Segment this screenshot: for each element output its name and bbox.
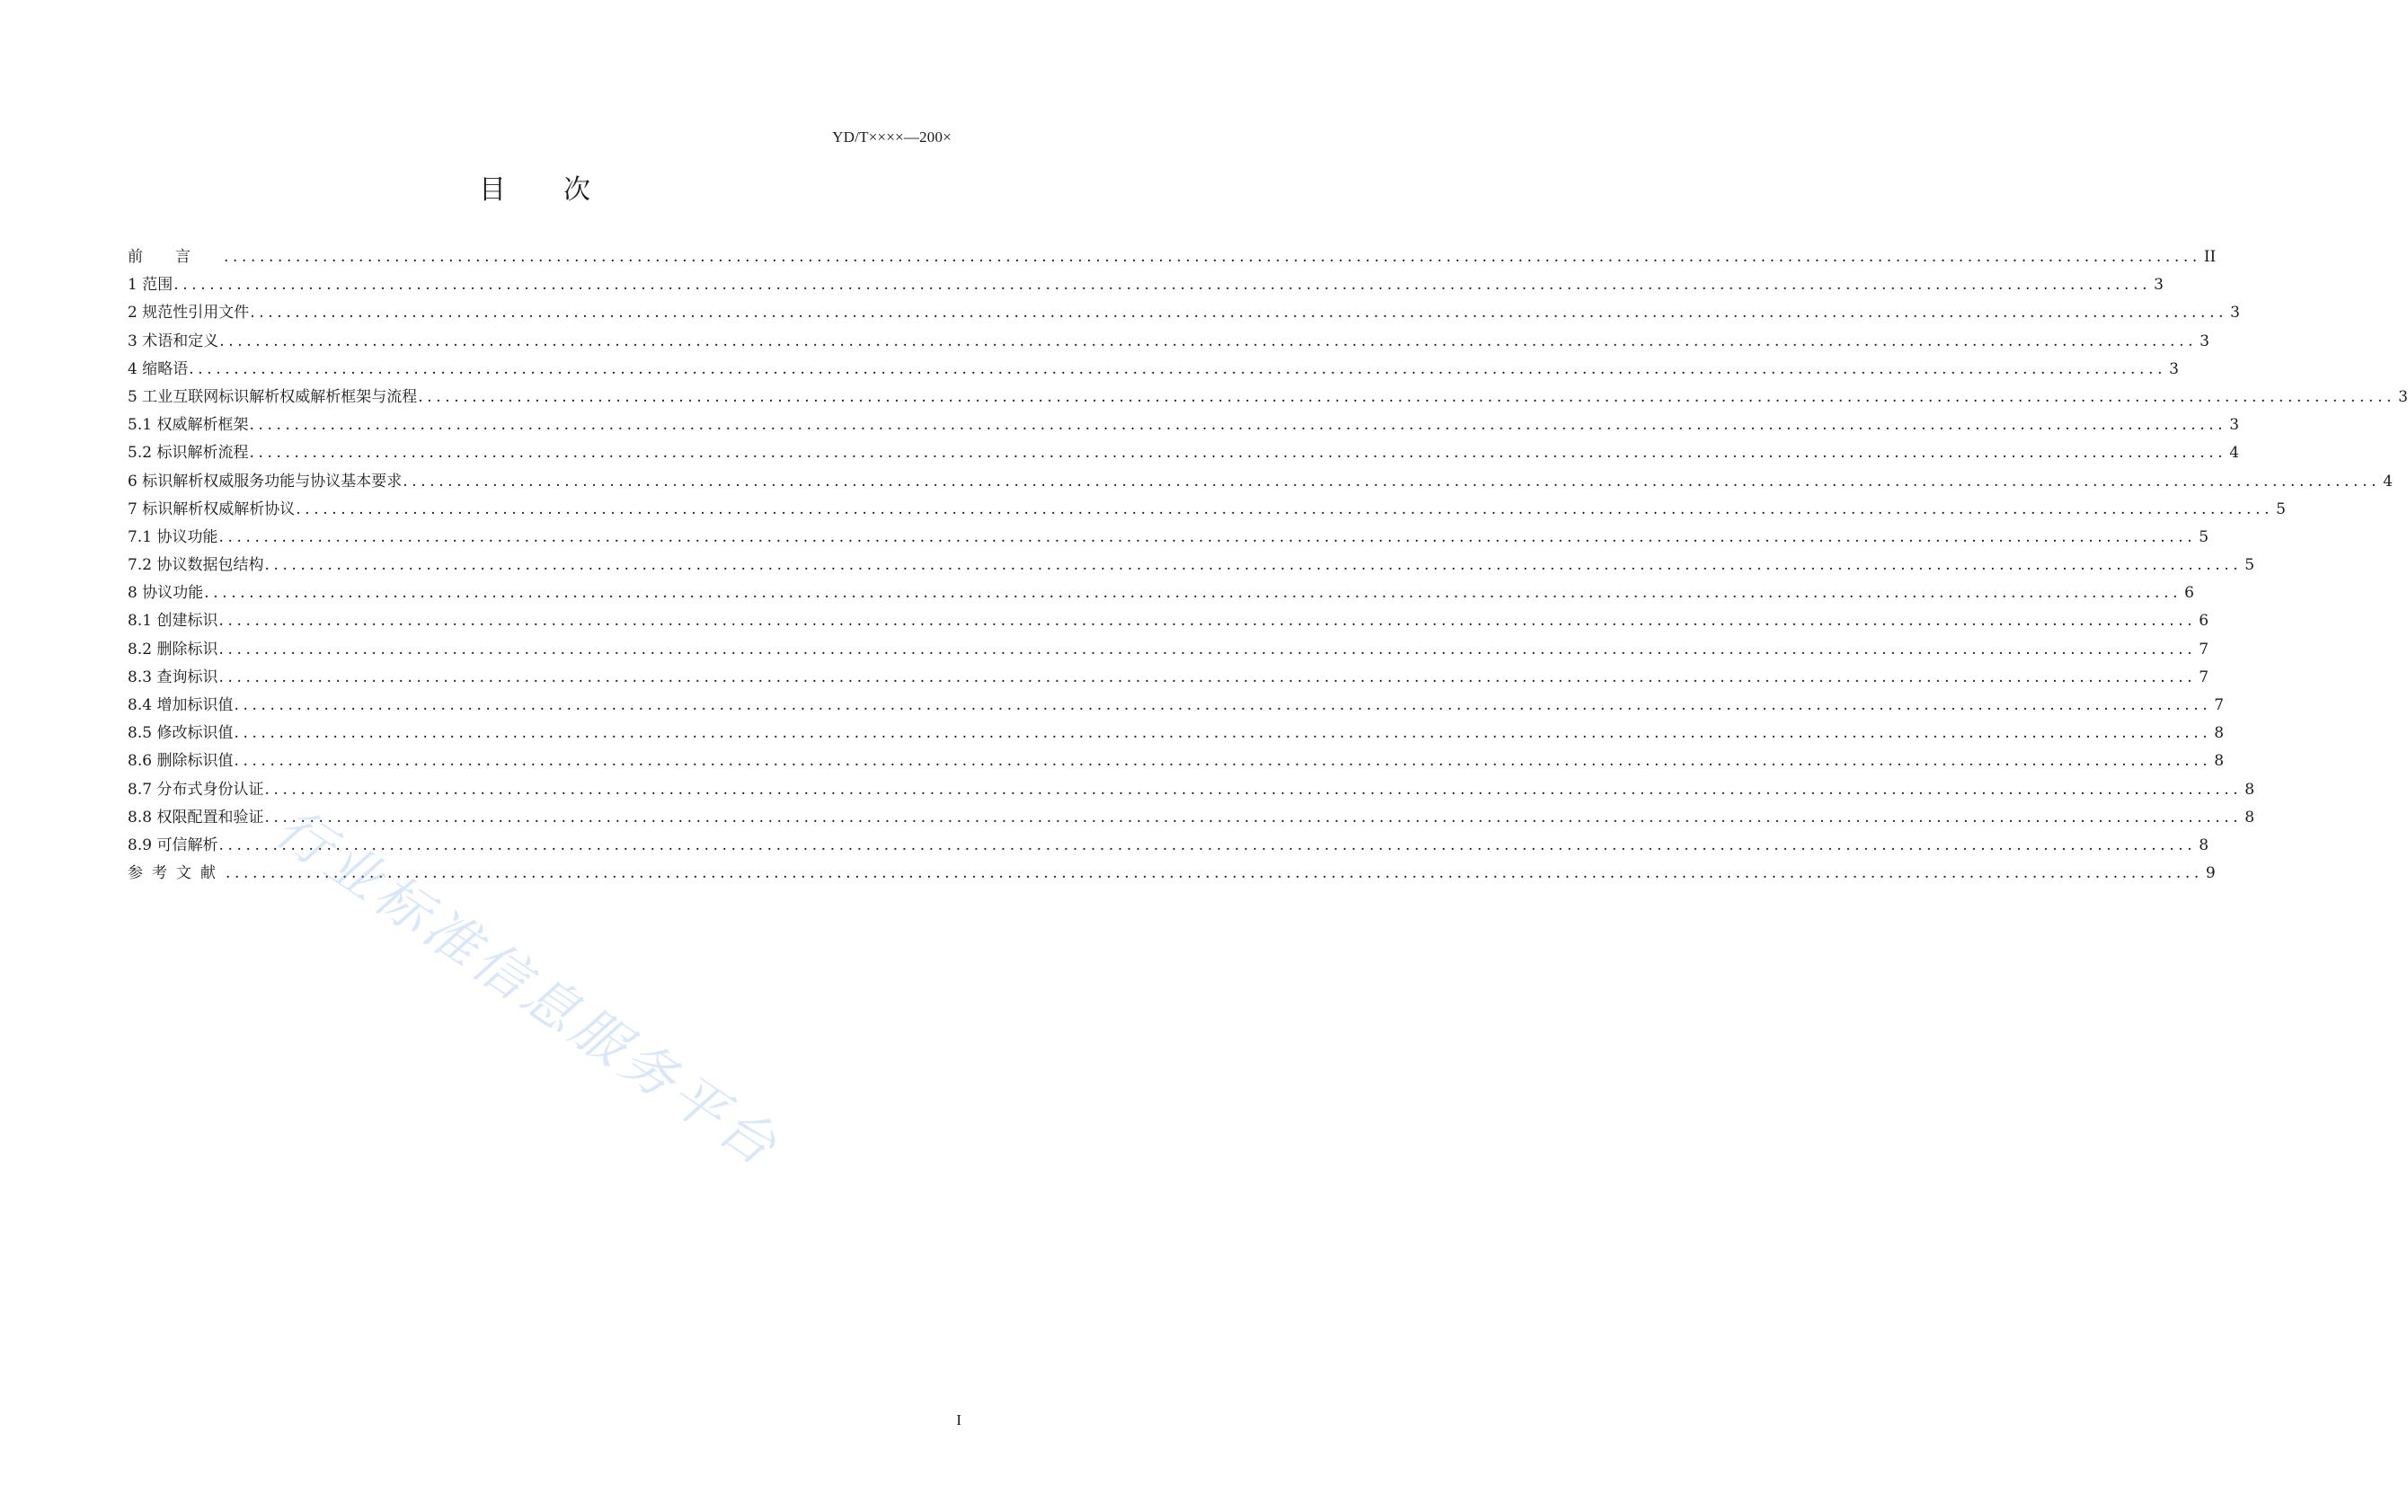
toc-dot-leader: ............................................................................................................................................................................................................................ [204, 584, 2182, 603]
toc-entry-page: 3 [2230, 304, 2240, 323]
toc-entry-page: 3 [2229, 416, 2240, 435]
toc-dot-leader: ............................................................................................................................................................................................................................ [403, 472, 2381, 491]
toc-entry[interactable] [128, 243, 2217, 271]
toc-dot-leader: ............................................................................................................................................................................................................................ [264, 808, 2243, 827]
toc-entry-label: 3 术语和定义 [128, 332, 219, 350]
toc-entry[interactable] [128, 664, 2209, 692]
toc-entry-label: 前言 [128, 248, 223, 266]
toc-entry-label: 5.1 权威解析框架 [128, 416, 249, 435]
toc-dot-leader: ............................................................................................................................................................................................................................ [189, 359, 2167, 378]
toc-entry-page: 8 [2214, 724, 2225, 743]
toc-entry-label: 8.8 权限配置和验证 [128, 808, 264, 827]
toc-entry-label: 8.1 创建标识 [128, 612, 218, 631]
toc-dot-leader: ............................................................................................................................................................................................................................ [173, 276, 2152, 295]
toc-entry-page: 8 [2199, 836, 2209, 854]
toc-entry-label: 6 标识解析权威服务功能与协议基本要求 [128, 472, 403, 491]
toc-entry[interactable] [128, 720, 2225, 747]
table-of-contents [128, 243, 2408, 888]
toc-entry-page: 9 [2205, 864, 2216, 883]
toc-entry-page: 8 [2244, 780, 2255, 799]
toc-entry-page: 8 [2244, 808, 2255, 827]
toc-entry[interactable] [128, 804, 2255, 832]
page-title: 目次 [479, 174, 648, 206]
toc-entry-label: 参考文献 [128, 864, 225, 883]
toc-entry-page: 3 [2200, 332, 2209, 350]
toc-dot-leader: ............................................................................................................................................................................................................................ [249, 444, 2227, 463]
toc-dot-leader: ............................................................................................................................................................................................................................ [219, 332, 2198, 350]
toc-entry-label: 8.6 删除标识值 [128, 752, 234, 771]
toc-entry-page: 4 [2383, 472, 2393, 491]
toc-dot-leader: ............................................................................................................................................................................................................................ [264, 780, 2243, 799]
toc-entry-label: 4 缩略语 [128, 359, 189, 378]
toc-entry[interactable] [128, 636, 2209, 664]
toc-entry-label: 8.3 查询标识 [128, 668, 218, 686]
toc-entry-label: 7 标识解析权威解析协议 [128, 500, 296, 518]
toc-dot-leader: ............................................................................................................................................................................................................................ [226, 864, 2203, 883]
toc-entry[interactable] [128, 860, 2216, 888]
toc-entry[interactable] [128, 607, 2209, 635]
toc-entry[interactable] [128, 747, 2225, 775]
toc-entry[interactable] [128, 468, 2393, 496]
toc-entry[interactable] [128, 552, 2255, 579]
toc-dot-leader: ............................................................................................................................................................................................................................ [250, 304, 2228, 323]
toc-entry-label: 5 工业互联网标识解析权威解析框架与流程 [128, 387, 418, 406]
toc-dot-leader: ............................................................................................................................................................................................................................ [249, 416, 2227, 435]
toc-entry-page: 8 [2214, 752, 2225, 771]
page-number: I [956, 1411, 961, 1428]
toc-dot-leader: ............................................................................................................................................................................................................................ [234, 752, 2212, 771]
toc-dot-leader: ............................................................................................................................................................................................................................ [296, 500, 2274, 518]
toc-entry-page: 3 [2398, 387, 2408, 406]
toc-entry[interactable] [128, 299, 2240, 327]
toc-dot-leader: ............................................................................................................................................................................................................................ [218, 527, 2197, 546]
toc-entry[interactable] [128, 832, 2209, 860]
toc-entry-label: 8.5 修改标识值 [128, 724, 234, 743]
toc-entry[interactable] [128, 384, 2408, 411]
toc-entry-page: 5 [2199, 527, 2209, 546]
toc-entry-label: 7.2 协议数据包结构 [128, 556, 264, 575]
toc-entry-page: 5 [2276, 500, 2286, 518]
toc-entry-label: 8.7 分布式身份认证 [128, 780, 264, 799]
toc-dot-leader: ............................................................................................................................................................................................................................ [218, 612, 2197, 631]
toc-entry[interactable] [128, 271, 2164, 299]
toc-entry[interactable] [128, 496, 2286, 524]
toc-entry[interactable] [128, 692, 2225, 720]
toc-entry[interactable] [128, 524, 2209, 552]
toc-entry-page: 7 [2199, 640, 2209, 659]
standard-code: YD/T××××—200× [832, 128, 952, 146]
toc-entry-label: 8 协议功能 [128, 584, 204, 603]
toc-entry-label: 8.4 增加标识值 [128, 696, 234, 714]
toc-entry[interactable] [128, 439, 2240, 467]
toc-dot-leader: ............................................................................................................................................................................................................................ [218, 640, 2197, 659]
toc-entry[interactable] [128, 411, 2240, 439]
toc-entry[interactable] [128, 356, 2179, 384]
toc-entry-page: 6 [2184, 584, 2194, 603]
toc-dot-leader: ............................................................................................................................................................................................................................ [224, 248, 2201, 266]
watermark: 行业标准信息服务平台 [264, 796, 792, 1180]
toc-entry-label: 8.9 可信解析 [128, 836, 218, 854]
toc-entry-label: 1 范围 [128, 276, 173, 295]
toc-entry-page: 6 [2199, 612, 2209, 631]
toc-entry-label: 7.1 协议功能 [128, 527, 218, 546]
toc-entry-page: II [2203, 248, 2217, 266]
toc-entry-page: 3 [2154, 276, 2164, 295]
toc-dot-leader: ............................................................................................................................................................................................................................ [418, 387, 2396, 406]
toc-entry[interactable] [128, 579, 2194, 607]
toc-entry-label: 5.2 标识解析流程 [128, 444, 249, 463]
toc-entry-label: 8.2 删除标识 [128, 640, 218, 659]
toc-dot-leader: ............................................................................................................................................................................................................................ [218, 836, 2197, 854]
toc-dot-leader: ............................................................................................................................................................................................................................ [234, 724, 2212, 743]
toc-entry-label: 2 规范性引用文件 [128, 304, 250, 323]
toc-entry-page: 7 [2199, 668, 2209, 686]
toc-entry-page: 4 [2229, 444, 2240, 463]
toc-dot-leader: ............................................................................................................................................................................................................................ [264, 556, 2243, 575]
toc-dot-leader: ............................................................................................................................................................................................................................ [218, 668, 2197, 686]
toc-entry[interactable] [128, 328, 2209, 356]
toc-entry-page: 3 [2169, 359, 2179, 378]
toc-entry-page: 5 [2244, 556, 2255, 575]
toc-dot-leader: ............................................................................................................................................................................................................................ [234, 696, 2212, 714]
toc-entry[interactable] [128, 776, 2255, 804]
toc-entry-page: 7 [2214, 696, 2225, 714]
